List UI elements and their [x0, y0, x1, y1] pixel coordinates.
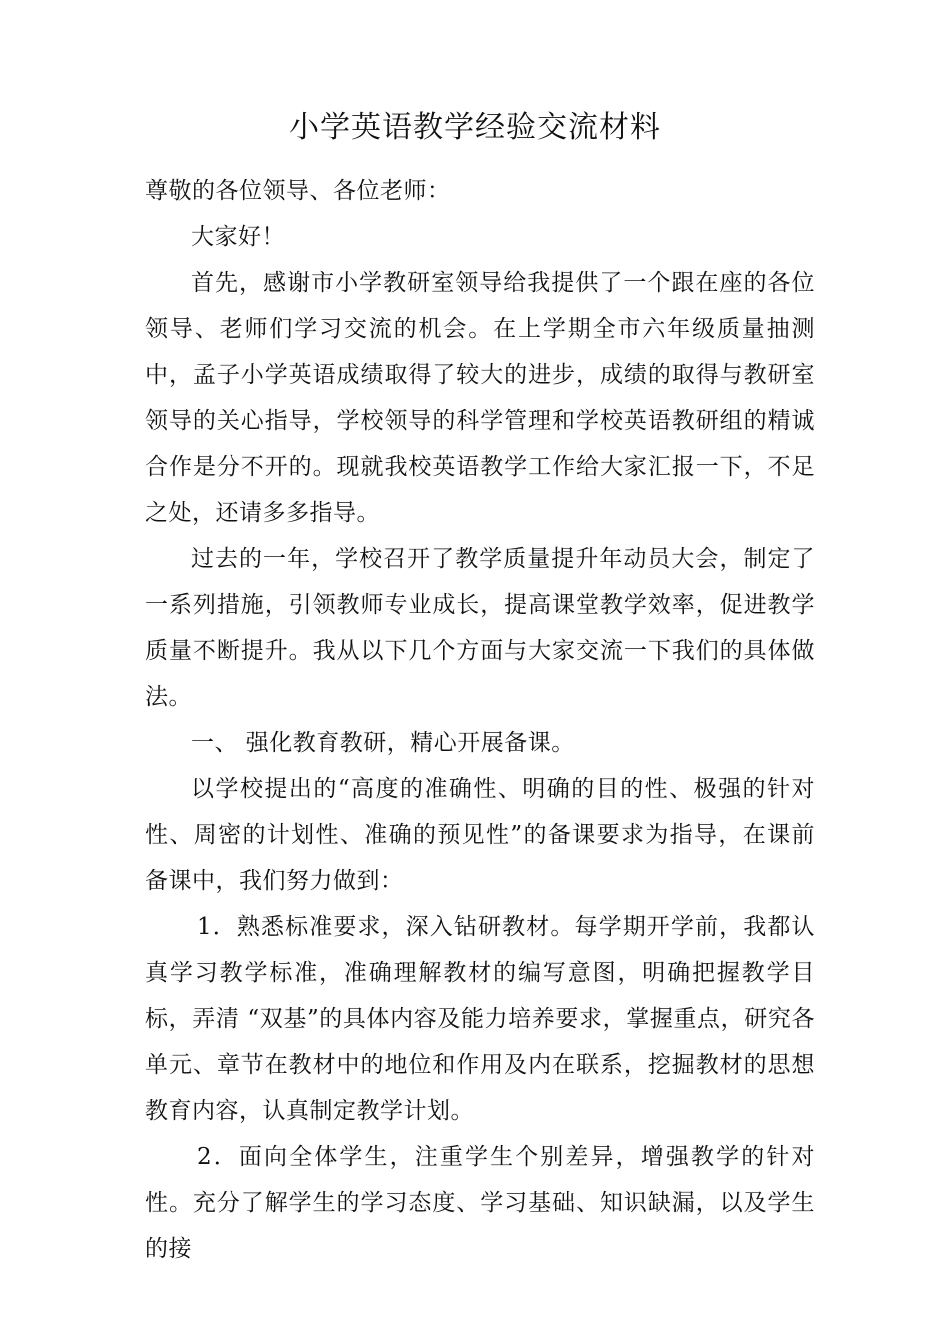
document-title: 小学英语教学经验交流材料 [289, 110, 661, 145]
paragraph-preparation: 以学校提出的“高度的准确性、明确的目的性、极强的针对性、周密的计划性、准确的预见性”的备课要求为指导，在课前备课中，我们努力做到： [145, 776, 815, 894]
document-body [145, 168, 815, 1272]
paragraph-overview: 过去的一年，学校召开了教学质量提升年动员大会，制定了一系列措施，引领教师专业成长，提高课堂教学效率，促进教学质量不断提升。我从以下几个方面与大家交流一下我们的具体做法。 [145, 546, 815, 710]
paragraph-intro: 首先，感谢市小学教研室领导给我提供了一个跟在座的各位领导、老师们学习交流的机会。在上学期全市六年级质量抽测中，孟子小学英语成绩取得了较大的进步，成绩的取得与教研室领导的关心指导，学校领导的科学管理和学校英语教研组的精诚合作是分不开的。现就我校英语教学工作给大家汇报一下，不足之处，还请多多指导。 [145, 270, 815, 526]
list-item-2: 2．面向全体学生，注重学生个别差异，增强教学的针对性。充分了解学生的学习态度、学习基础、知识缺漏，以及学生的接 [145, 1144, 815, 1262]
list-item-1: 1．熟悉标准要求，深入钻研教材。每学期开学前，我都认真学习教学标准，准确理解教材的编写意图，明确把握教学目标，弄清 “双基”的具体内容及能力培养要求，掌握重点，研究各单元、章节在教材中的地位和作用及内在联系，挖掘教材的思想教育内容，认真制定教学计划。 [145, 914, 815, 1124]
section-heading-1: 一、 强化教育教研，精心开展备课。 [191, 730, 575, 756]
greeting: 大家好！ [191, 224, 285, 250]
salutation: 尊敬的各位领导、各位老师： [145, 178, 451, 204]
